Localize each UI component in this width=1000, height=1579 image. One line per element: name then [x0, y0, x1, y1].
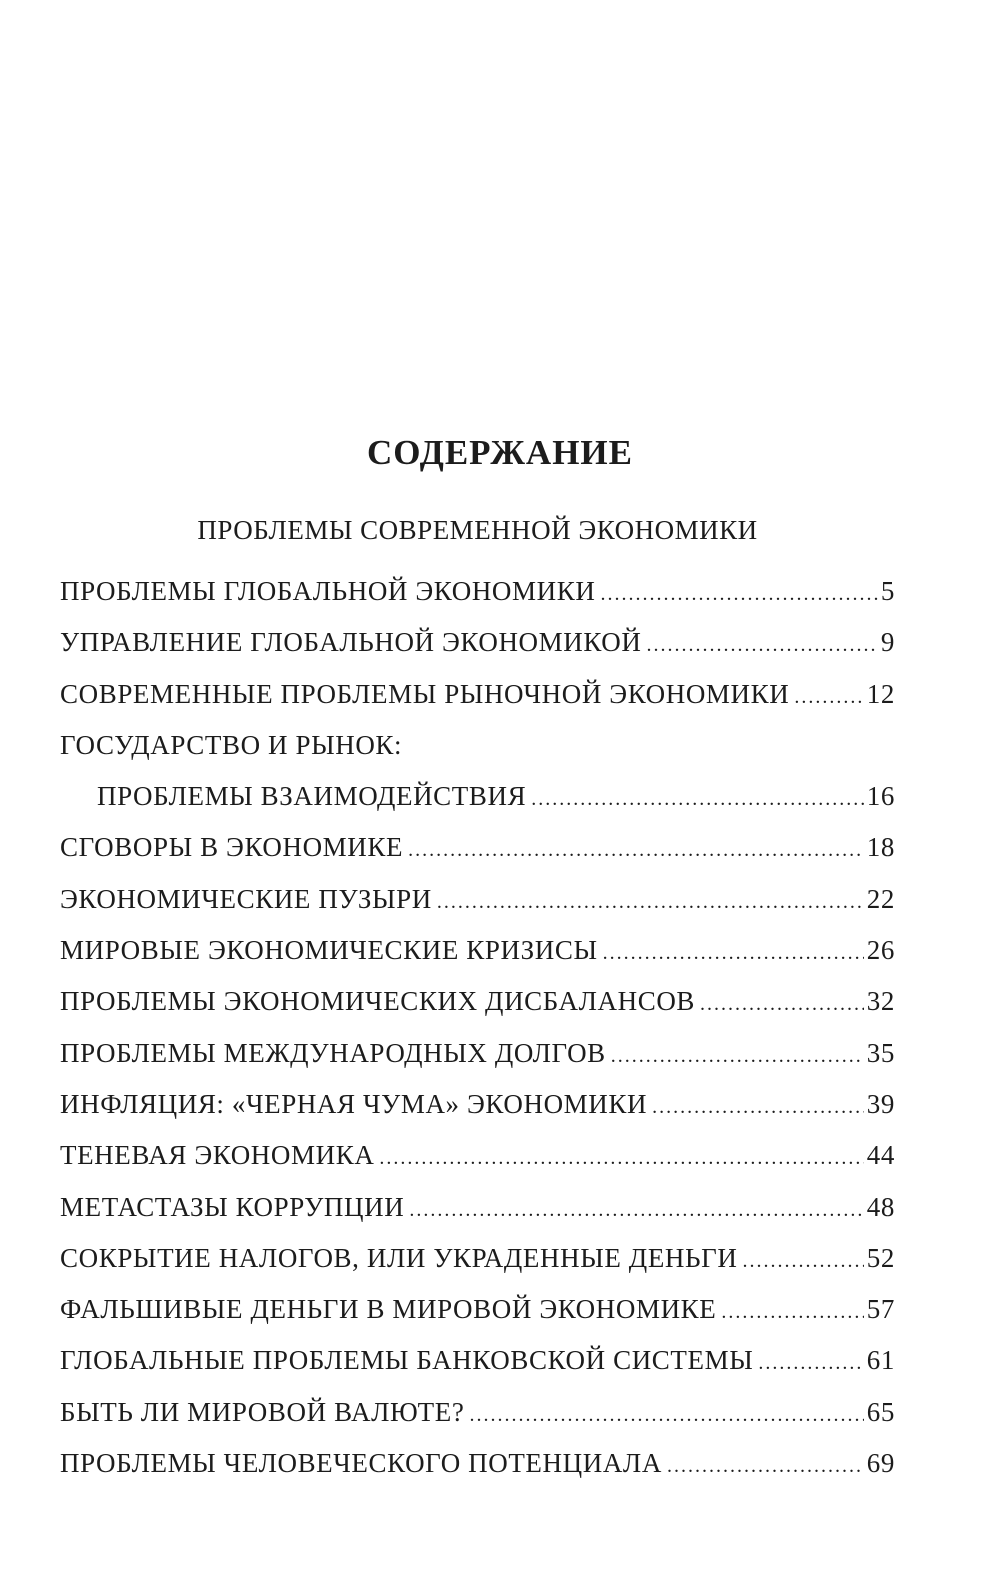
dot-leader — [408, 825, 864, 876]
toc-entry[interactable] — [60, 976, 895, 1027]
toc-entry-title: ГЛОБАЛЬНЫЕ ПРОБЛЕМЫ БАНКОВСКОЙ СИСТЕМЫ — [60, 1345, 754, 1376]
toc-entry[interactable] — [60, 1335, 895, 1386]
toc-entry-title: ЭКОНОМИЧЕСКИЕ ПУЗЫРИ — [60, 883, 432, 914]
toc-entry-title-line2: ПРОБЛЕМЫ ВЗАИМОДЕЙСТВИЯ — [97, 781, 527, 812]
toc-entry-page: 32 — [866, 986, 895, 1017]
dot-leader — [758, 1338, 863, 1389]
dot-leader — [700, 979, 864, 1030]
toc-entry-page: 44 — [866, 1140, 895, 1171]
dot-leader — [379, 1133, 863, 1184]
toc-entry[interactable] — [60, 822, 895, 873]
dot-leader — [600, 569, 877, 620]
toc-entry-page: 5 — [880, 576, 895, 606]
toc-entry-page: 48 — [866, 1191, 895, 1222]
toc-entry-title: ТЕНЕВАЯ ЭКОНОМИКА — [60, 1140, 375, 1171]
toc-entry-page: 61 — [866, 1345, 895, 1376]
toc-entry-page: 9 — [880, 627, 895, 658]
toc-entry-page: 12 — [866, 678, 895, 709]
toc-entry[interactable] — [60, 1028, 895, 1079]
dot-leader — [652, 1082, 864, 1133]
toc-entry-title: СОКРЫТИЕ НАЛОГОВ, ИЛИ УКРАДЕННЫЕ ДЕНЬГИ — [60, 1242, 738, 1273]
toc-entry-page: 26 — [866, 935, 895, 966]
table-of-contents — [60, 566, 895, 1489]
section-heading: ПРОБЛЕМЫ СОВРЕМЕННОЙ ЭКОНОМИКИ — [197, 515, 758, 545]
toc-entry[interactable] — [60, 1182, 895, 1233]
toc-entry[interactable] — [60, 720, 895, 823]
toc-entry-page: 16 — [866, 781, 895, 812]
dot-leader — [647, 620, 878, 671]
toc-entry-page: 52 — [866, 1242, 895, 1273]
toc-entry[interactable] — [60, 669, 895, 720]
dot-leader — [437, 877, 864, 928]
toc-entry-title: СГОВОРЫ В ЭКОНОМИКЕ — [60, 832, 404, 863]
toc-entry[interactable] — [60, 1387, 895, 1438]
dot-leader — [469, 1390, 863, 1441]
dot-leader — [409, 1185, 863, 1236]
dot-leader — [742, 1236, 863, 1287]
toc-entry-page: 57 — [866, 1294, 895, 1325]
toc-entry-page: 39 — [866, 1088, 895, 1119]
toc-entry[interactable] — [60, 1233, 895, 1284]
page-title: СОДЕРЖАНИЕ — [366, 433, 633, 473]
toc-entry-title: ФАЛЬШИВЫЕ ДЕНЬГИ В МИРОВОЙ ЭКОНОМИКЕ — [60, 1294, 717, 1325]
toc-entry[interactable] — [60, 1079, 895, 1130]
toc-entry-title: ИНФЛЯЦИЯ: «ЧЕРНАЯ ЧУМА» ЭКОНОМИКИ — [60, 1088, 648, 1119]
toc-entry-title: СОВРЕМЕННЫЕ ПРОБЛЕМЫ РЫНОЧНОЙ ЭКОНОМИКИ — [60, 678, 790, 709]
toc-entry[interactable] — [60, 1130, 895, 1181]
dot-leader — [794, 672, 863, 723]
toc-entry[interactable] — [60, 617, 895, 668]
toc-entry[interactable] — [60, 874, 895, 925]
toc-entry-page: 35 — [866, 1037, 895, 1068]
toc-entry-title: МЕТАСТАЗЫ КОРРУПЦИИ — [60, 1191, 405, 1222]
toc-entry-title: ПРОБЛЕМЫ ЧЕЛОВЕЧЕСКОГО ПОТЕНЦИАЛА — [60, 1448, 662, 1479]
toc-entry[interactable] — [60, 1284, 895, 1335]
toc-entry[interactable] — [60, 566, 895, 617]
toc-entry[interactable] — [60, 1438, 895, 1489]
dot-leader — [531, 774, 864, 825]
toc-entry-title: ПРОБЛЕМЫ ГЛОБАЛЬНОЙ ЭКОНОМИКИ — [60, 576, 596, 606]
toc-entry[interactable] — [60, 925, 895, 976]
dot-leader — [611, 1031, 864, 1082]
dot-leader — [721, 1287, 863, 1338]
toc-entry-page: 65 — [866, 1396, 895, 1427]
toc-entry-title: УПРАВЛЕНИЕ ГЛОБАЛЬНОЙ ЭКОНОМИКОЙ — [60, 627, 642, 658]
toc-entry-title: ПРОБЛЕМЫ ЭКОНОМИЧЕСКИХ ДИСБАЛАНСОВ — [60, 986, 696, 1017]
dot-leader — [603, 928, 864, 979]
toc-entry-title-line1: ГОСУДАРСТВО И РЫНОК: — [60, 729, 403, 760]
dot-leader — [667, 1441, 864, 1492]
toc-entry-page: 18 — [866, 832, 895, 863]
toc-entry-title: БЫТЬ ЛИ МИРОВОЙ ВАЛЮТЕ? — [60, 1396, 465, 1427]
toc-entry-page: 22 — [866, 883, 895, 914]
toc-entry-title: МИРОВЫЕ ЭКОНОМИЧЕСКИЕ КРИЗИСЫ — [60, 935, 598, 966]
toc-entry-title: ПРОБЛЕМЫ МЕЖДУНАРОДНЫХ ДОЛГОВ — [60, 1037, 606, 1068]
toc-entry-page: 69 — [866, 1448, 895, 1479]
